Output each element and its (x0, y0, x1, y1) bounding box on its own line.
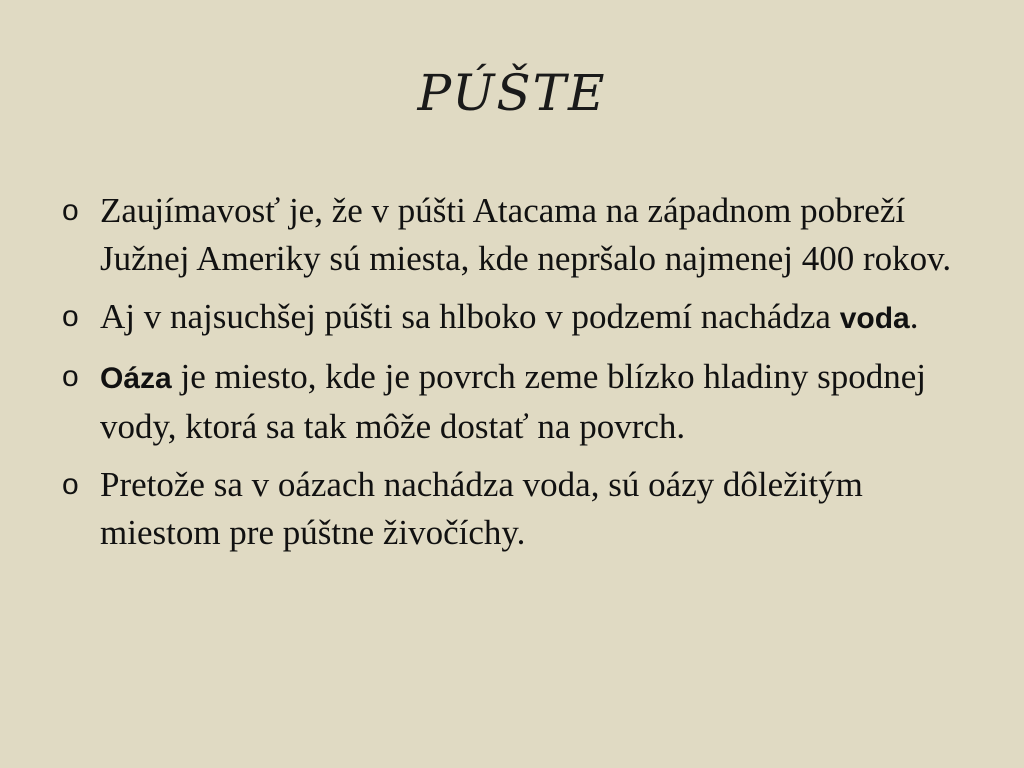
bullet-marker: o (62, 360, 79, 393)
bullet-text-end: . (909, 297, 919, 336)
bullet-text: Aj v najsuchšej púšti sa hlboko v podzemí nachádza (100, 297, 840, 336)
bullet-bold-term: voda (839, 302, 910, 335)
bullet-item-4 (62, 461, 962, 557)
bullet-marker: o (62, 300, 79, 333)
bullet-item-3 (62, 353, 962, 451)
bullet-list (62, 187, 962, 567)
bullet-marker: o (62, 194, 79, 227)
bullet-text: Pretože sa v oázach nachádza voda, sú oázy dôležitým miestom pre púštne živočíchy. (100, 465, 863, 552)
bullet-text: Zaujímavosť je, že v púšti Atacama na západnom pobreží Južnej Ameriky sú miesta, kde nepršalo najmenej 400 rokov. (100, 191, 952, 278)
bullet-text: je miesto, kde je povrch zeme blízko hladiny spodnej vody, ktorá sa tak môže dostať na povrch. (100, 357, 926, 446)
bullet-marker: o (62, 468, 79, 501)
bullet-item-1 (62, 187, 962, 283)
bullet-item-2 (62, 293, 962, 343)
slide-title: PÚŠTE (417, 64, 607, 122)
bullet-bold-term: Oáza (100, 362, 172, 395)
